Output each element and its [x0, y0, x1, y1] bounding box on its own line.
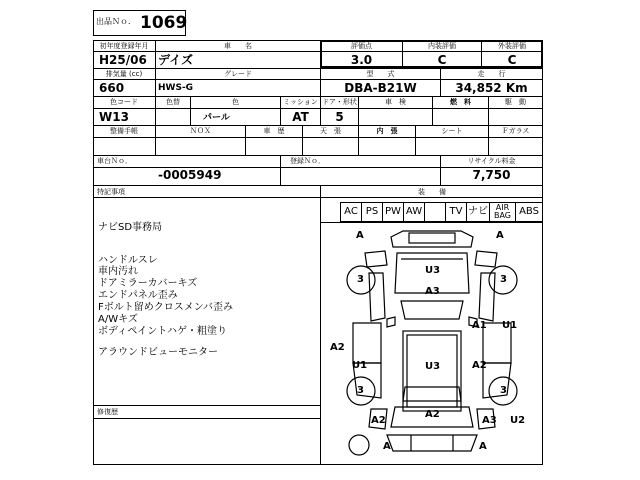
- score-label: 評価点: [351, 42, 372, 50]
- right-headlight-outline: [475, 251, 497, 267]
- mark-right-fender-a: A1: [472, 320, 487, 331]
- equipment-ac: AC: [340, 202, 362, 222]
- left-headlight-outline: [365, 251, 387, 267]
- left-fender-outline: [369, 273, 385, 321]
- remark-item: ドアミラーカバーキズ: [98, 278, 198, 289]
- color-code-value: W13: [99, 110, 129, 124]
- car-name-label: 車 名: [224, 42, 252, 50]
- grade-value: HWS-G: [158, 83, 194, 93]
- front-grille-outline: [409, 233, 455, 243]
- car-name-value: デイズ: [158, 53, 194, 67]
- remark-item: ハンドルスレ: [98, 255, 158, 266]
- score-value: 3.0: [350, 53, 373, 67]
- equipment-tv: TV: [445, 202, 467, 222]
- mark-rear-right-a: A3: [482, 415, 497, 426]
- mark-front-right-corner: A: [496, 230, 504, 241]
- mark-rear-right-u: U2: [510, 415, 526, 426]
- drive-label: 駆 動: [505, 98, 526, 106]
- equipment-aw: AW: [403, 202, 425, 222]
- remark-item: Fボルト留めクロスメンバ歪み: [98, 302, 234, 313]
- displacement-label: 排気量 (cc): [105, 70, 143, 78]
- model-value: DBA-B21W: [344, 81, 417, 95]
- windshield-outline: [401, 301, 463, 319]
- recycle-label: リサイクル料金: [467, 157, 516, 165]
- remarks-label: 特記事項: [97, 188, 125, 196]
- door-value: 5: [335, 110, 344, 124]
- mark-hood-upper: U3: [425, 265, 441, 276]
- color-change-label: 色替: [166, 98, 180, 106]
- remark-line1: ナビSD事務局: [98, 222, 163, 233]
- remark-extra: アラウンドビューモニター: [98, 347, 218, 358]
- chassis-label: 車台Ｎｏ．: [97, 157, 132, 165]
- remark-item: A/Wキズ: [98, 314, 138, 325]
- model-label: 型 式: [366, 70, 395, 78]
- first-reg-value: H25/06: [99, 53, 147, 67]
- mark-roof: U3: [425, 361, 441, 372]
- repair-label: 修復歴: [97, 408, 118, 416]
- spare-tire-outline: [349, 435, 369, 455]
- rear-window-outline: [403, 387, 461, 401]
- interior-grade-value: C: [437, 53, 447, 67]
- lot-number-label: 出品Ｎｏ．: [96, 17, 136, 26]
- equipment-blank: [424, 202, 446, 222]
- car-damage-diagram: [321, 223, 542, 464]
- interior-trim-label: 内 張: [376, 127, 398, 135]
- mark-left-front-door: A2: [330, 342, 345, 353]
- ceiling-label: 天 張: [320, 127, 341, 135]
- lot-number: 1069: [140, 13, 188, 33]
- grade-label: グレード: [224, 70, 252, 78]
- mark-right-rear-door: A2: [472, 360, 487, 371]
- remark-item: エンドパネル歪み: [98, 290, 178, 301]
- mark-right-rear-wheel: 3: [500, 385, 507, 396]
- rear-bumper-outline: [387, 435, 477, 451]
- inspection-label: 車 検: [385, 98, 406, 106]
- color-value: パール: [203, 113, 230, 123]
- chassis-value: -0005949: [158, 168, 222, 182]
- equipment-ps: PS: [361, 202, 383, 222]
- door-label: ドア・形状: [322, 98, 357, 106]
- nox-label: ＮＯＸ: [190, 127, 211, 135]
- remark-item: 車内汚れ: [98, 266, 138, 277]
- color-code-label: 色コード: [110, 98, 138, 106]
- recycle-value: 7,750: [472, 168, 511, 182]
- color-label: 色: [232, 98, 239, 106]
- mark-left-rear-door-u: U1: [352, 360, 368, 371]
- glass-label: Ｆガラス: [501, 127, 530, 135]
- left-front-door-outline: [353, 323, 381, 363]
- first-reg-label: 初年度登録年月: [99, 42, 149, 50]
- displacement-value: 660: [99, 81, 125, 95]
- registration-label: 登録Ｎｏ．: [290, 157, 325, 165]
- mark-tailgate: A2: [425, 409, 440, 420]
- equipment-pw: PW: [382, 202, 404, 222]
- mark-left-front-wheel: 3: [357, 274, 364, 285]
- manual-label: 整備手帳: [110, 127, 138, 135]
- mark-rear-bumper-right: A: [479, 441, 487, 452]
- equipment-abs: ABS: [515, 202, 543, 222]
- mileage-value: 34,852 Km: [455, 81, 528, 95]
- mark-right-front-wheel: 3: [500, 274, 507, 285]
- fuel-label: 燃 料: [450, 98, 471, 106]
- remark-item: ボディペイントハゲ・粗塗り: [98, 326, 227, 337]
- exterior-grade-label: 外装評価: [498, 42, 526, 50]
- mark-hood: A3: [425, 286, 440, 297]
- mark-rear-bumper-left: A: [383, 441, 391, 452]
- equipment-airbag: AIR BAG: [489, 202, 516, 222]
- mission-label: ミッション: [283, 98, 318, 106]
- exterior-grade-value: C: [507, 53, 517, 67]
- right-fender-outline: [479, 273, 495, 321]
- mark-front-left-corner: A: [356, 230, 364, 241]
- equipment-label: 装 備: [418, 188, 446, 196]
- mission-value: AT: [292, 110, 309, 124]
- mark-left-rear-wheel: 3: [357, 385, 364, 396]
- history-label: 車 歴: [263, 127, 285, 135]
- mark-rear-left: A2: [371, 415, 386, 426]
- mark-right-fender-u: U1: [502, 320, 518, 331]
- seat-label: シート: [441, 127, 463, 135]
- mileage-label: 走 行: [477, 70, 506, 78]
- interior-grade-label: 内装評価: [428, 42, 456, 50]
- equipment-navi: ナビ: [466, 202, 490, 222]
